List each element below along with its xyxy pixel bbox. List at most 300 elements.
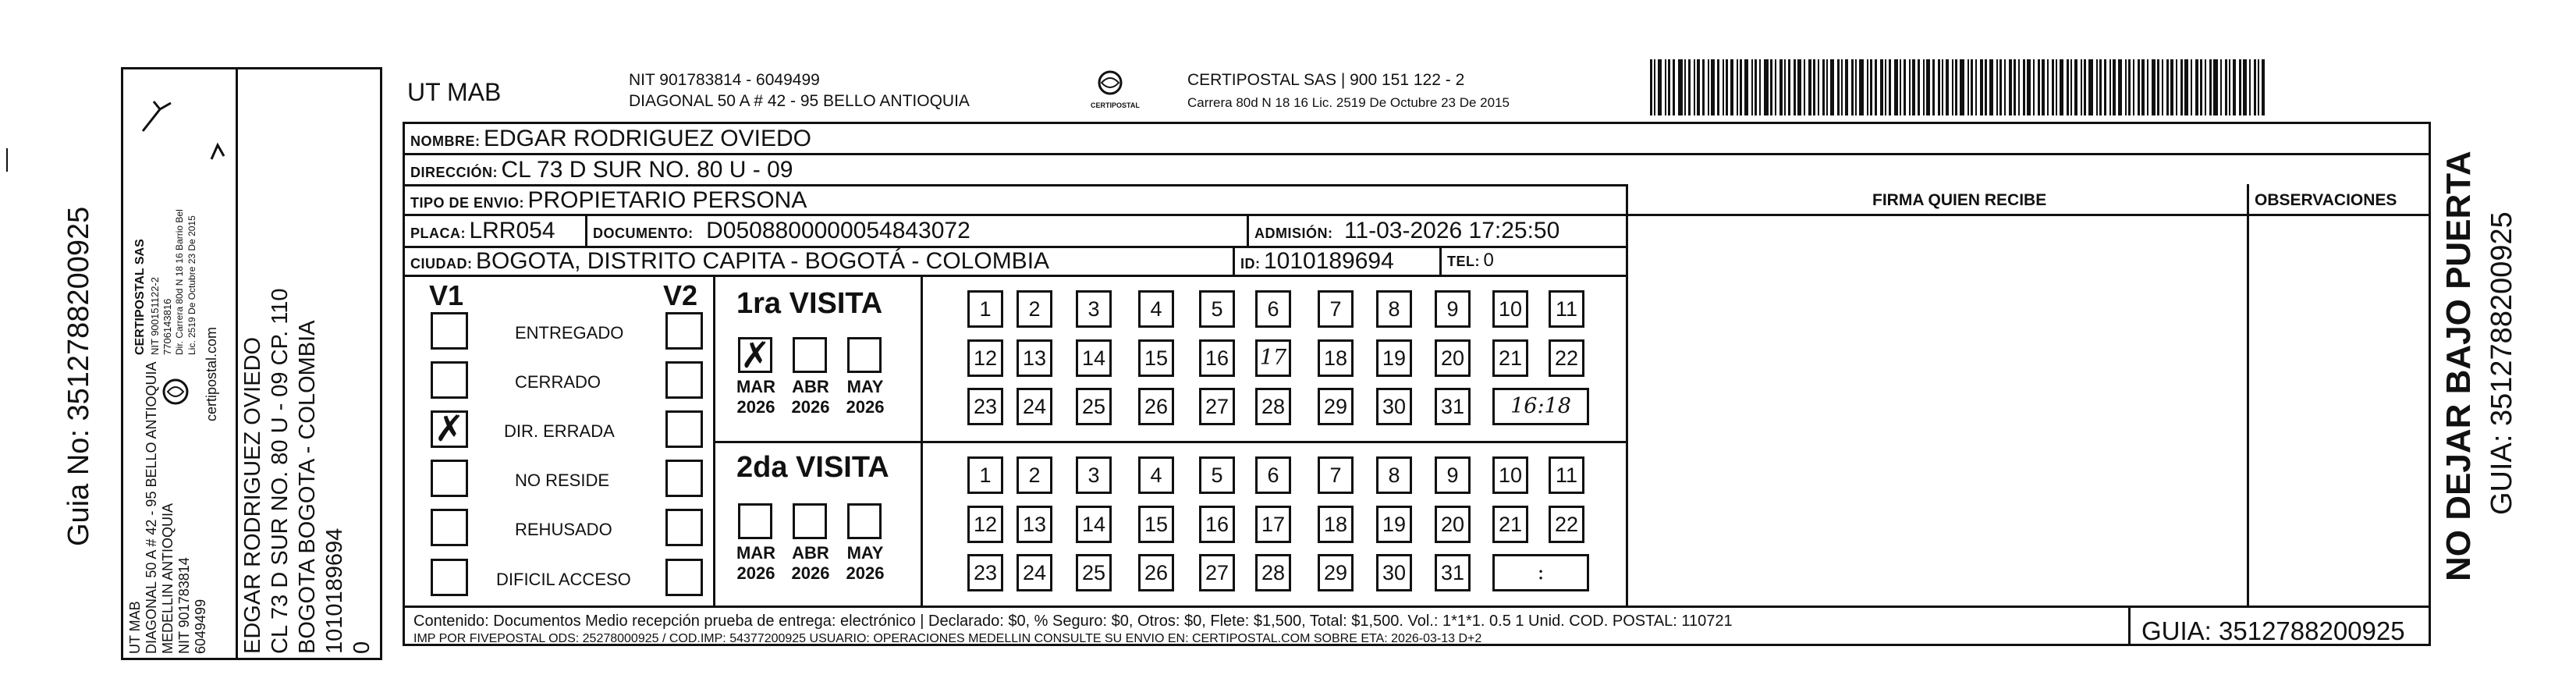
stub-recipient-line-5: 0: [349, 641, 374, 654]
visit2-month-label: MAY 2026: [846, 543, 885, 583]
barcode-bar: [2125, 59, 2127, 115]
visit2-day-cell[interactable]: 25: [1076, 554, 1112, 591]
visit1-day-cell[interactable]: 19: [1376, 339, 1412, 377]
visit2-day-cell[interactable]: 26: [1138, 554, 1174, 591]
barcode-bar: [1967, 59, 1969, 115]
barcode-bar: [2133, 59, 2134, 115]
v2-checkbox[interactable]: [665, 460, 703, 497]
v1-checkbox[interactable]: [431, 509, 468, 546]
stub-divider: [236, 67, 238, 660]
visit1-day-cell[interactable]: 27: [1199, 388, 1235, 425]
barcode-bar: [2014, 59, 2016, 115]
visit2-month-checkbox[interactable]: [847, 503, 882, 539]
visit1-day-cell[interactable]: 22: [1549, 339, 1584, 377]
visit1-day-cell[interactable]: 23: [967, 388, 1003, 425]
guia-number-vertical: Guia No: 3512788200925: [62, 206, 95, 546]
visit1-day-cell[interactable]: 18: [1318, 339, 1354, 377]
barcode-bar: [1684, 59, 1686, 115]
visit1-day-cell[interactable]: 2: [1017, 290, 1052, 328]
barcode-bar: [1932, 59, 1935, 115]
visit2-day-cell[interactable]: 20: [1435, 506, 1471, 543]
placa-value: LRR054: [469, 218, 555, 243]
barcode-bar: [1668, 59, 1670, 115]
barcode-bar: [2176, 59, 2177, 115]
visit2-day-cell[interactable]: 18: [1318, 506, 1354, 543]
visit2-day-cell[interactable]: 1: [967, 456, 1003, 494]
barcode-bar: [1926, 59, 1930, 115]
barcode-bar: [2184, 59, 2188, 115]
visit2-day-cell[interactable]: 6: [1255, 456, 1291, 494]
barcode-bar: [1764, 59, 1769, 115]
nombre-row: [410, 127, 811, 151]
row-line: [403, 184, 1627, 186]
visit2-day-cell[interactable]: 2: [1017, 456, 1052, 494]
barcode-bar: [1779, 59, 1783, 115]
row-line: [403, 153, 2431, 155]
barcode-bar: [1702, 59, 1705, 115]
visit2-day-cell[interactable]: 28: [1255, 554, 1291, 591]
row-line: [403, 275, 1627, 277]
barcode-bar: [1851, 59, 1854, 115]
barcode-bar: [1880, 59, 1883, 115]
visit2-day-cell[interactable]: 7: [1318, 456, 1354, 494]
documento-field: [593, 219, 970, 243]
visit2-day-cell[interactable]: 10: [1492, 456, 1528, 494]
visit1-day-cell[interactable]: 4: [1138, 290, 1174, 328]
stub-certipostal-line-3: 7706143816: [161, 298, 173, 355]
firma-header: FIRMA QUIEN RECIBE: [1872, 191, 2047, 209]
visit2-day-cell[interactable]: 5: [1199, 456, 1235, 494]
barcode-bar: [2180, 59, 2183, 115]
nombre-value: EDGAR RODRIGUEZ OVIEDO: [483, 126, 811, 151]
visit2-day-cell[interactable]: 22: [1549, 506, 1584, 543]
barcode-bar: [1658, 59, 1662, 115]
visit2-day-cell[interactable]: 21: [1492, 506, 1528, 543]
barcode-bar: [1826, 59, 1828, 115]
barcode-bar: [1770, 59, 1772, 115]
barcode-bar: [1855, 59, 1857, 115]
barcode-bar: [2138, 59, 2140, 115]
barcode-bar: [1822, 59, 1825, 115]
v1-checkbox[interactable]: [431, 312, 468, 350]
status-label: REHUSADO: [515, 520, 612, 539]
barcode-bar: [2109, 59, 2111, 115]
barcode-bar: [2141, 59, 2145, 115]
barcode-bar: [1912, 59, 1915, 115]
barcode-bar: [2147, 59, 2148, 115]
col-line: [1439, 246, 1442, 275]
barcode-bar: [1650, 59, 1652, 115]
visit1-day-cell[interactable]: 10: [1492, 290, 1528, 328]
barcode-bar: [1744, 59, 1748, 115]
col-line: [1247, 214, 1249, 246]
barcode-bar: [1711, 59, 1715, 115]
barcode-bar: [2081, 59, 2082, 115]
barcode-bar: [2067, 59, 2069, 115]
admision-value: 11-03-2026 17:25:50: [1343, 218, 1560, 243]
visit2-day-cell[interactable]: 27: [1199, 554, 1235, 591]
col-line: [585, 214, 587, 246]
barcode-bar: [1678, 59, 1683, 115]
barcode-bar: [1751, 59, 1753, 115]
direccion-row: [410, 158, 793, 182]
barcode-bar: [1859, 59, 1864, 115]
footer-imp: IMP POR FIVEPOSTAL ODS: 25278000925 / COD.IMP: 54377200925 USUARIO: OPERACIONES MEDELLIN CONSULTE SU ENVIO EN: CERTIPOSTAL.COM SOBRE ETA: 2026-03-13 D+2: [413, 632, 1482, 645]
visit1-day-cell[interactable]: 20: [1435, 339, 1471, 377]
visit1-day-cell[interactable]: 3: [1076, 290, 1112, 328]
stub-certipostal-line-2: NIT 900151122-2: [149, 277, 161, 355]
id-value: 1010189694: [1263, 248, 1394, 274]
v2-checkbox[interactable]: [665, 361, 703, 399]
barcode-bar: [2113, 59, 2116, 115]
barcode-bar: [1694, 59, 1695, 115]
certipostal-logo-icon: [1091, 69, 1130, 100]
visit2-day-cell[interactable]: 16: [1199, 506, 1235, 543]
visit1-day-cell[interactable]: 14: [1076, 339, 1112, 377]
stub-sender-line-5: 6049499: [193, 598, 208, 654]
barcode-bar: [1697, 59, 1700, 115]
status-divider: [713, 275, 715, 606]
visit1-day-cell[interactable]: 24: [1017, 388, 1052, 425]
barcode-bar: [1784, 59, 1786, 115]
barcode-bar: [1845, 59, 1848, 115]
barcode-bar: [2229, 59, 2230, 115]
barcode-bar: [2262, 59, 2265, 115]
barcode-bar: [2239, 59, 2241, 115]
visit2-time-field[interactable]: :: [1492, 554, 1589, 591]
visit2-day-cell[interactable]: 3: [1076, 456, 1112, 494]
visit1-title: 1ra VISITA: [736, 287, 883, 320]
v1-checkbox[interactable]: [431, 361, 468, 399]
visit2-month-checkbox[interactable]: [793, 503, 827, 539]
visit2-day-cell[interactable]: 14: [1076, 506, 1112, 543]
barcode: [1650, 59, 2282, 115]
documento-value: D0508800000054843072: [706, 218, 970, 243]
visit1-day-cell[interactable]: 11: [1549, 290, 1584, 328]
barcode-bar: [2205, 59, 2206, 115]
v1-checkbox[interactable]: ✗: [431, 410, 468, 448]
stub-recipient-line-2: CL 73 D SUR NO. 80 U - 09 CP. 110: [268, 288, 293, 654]
visit1-day-cell[interactable]: 9: [1435, 290, 1471, 328]
visit1-month-checkbox[interactable]: ✗: [738, 337, 772, 373]
barcode-bar: [1875, 59, 1877, 115]
barcode-bar: [2195, 59, 2198, 115]
barcode-bar: [2084, 59, 2086, 115]
barcode-bar: [2056, 59, 2057, 115]
visit2-month-label: MAR 2026: [736, 543, 776, 583]
visit1-day-cell[interactable]: 25: [1076, 388, 1112, 425]
visit1-day-cell[interactable]: 6: [1255, 290, 1291, 328]
barcode-bar: [2162, 59, 2163, 115]
barcode-bar: [2166, 59, 2169, 115]
certipostal-logo-icon: [160, 376, 191, 407]
ciudad-value: BOGOTA, DISTRITO CAPITA - BOGOTÁ - COLOMBIA: [475, 248, 1050, 274]
tel-value: 0: [1483, 250, 1494, 271]
margin-mark: [6, 148, 8, 172]
signature-mark-icon: [207, 140, 230, 164]
visit1-day-cell[interactable]: 13: [1017, 339, 1052, 377]
company-name: CERTIPOSTAL SAS | 900 151 122 - 2: [1187, 71, 1465, 89]
barcode-bar: [2233, 59, 2236, 115]
v2-header: V2: [663, 279, 698, 311]
status-label: ENTREGADO: [515, 323, 624, 343]
tipo-envio-label: TIPO DE ENVIO:: [410, 195, 525, 211]
stub-certipostal-line-4: Dir. Carrera 80d N 18 16 Barrio Bel: [174, 209, 185, 355]
admision-field: [1254, 219, 1559, 243]
row-line: [403, 606, 2431, 608]
barcode-bar: [1980, 59, 1983, 115]
sender-name: UT MAB: [407, 78, 502, 106]
stub-sender-line-1: UT MAB: [127, 601, 143, 654]
logo-text: CERTIPOSTAL: [1091, 101, 1140, 109]
barcode-bar: [1673, 59, 1675, 115]
barcode-bar: [1730, 59, 1733, 115]
visit2-day-cell[interactable]: 29: [1318, 554, 1354, 591]
visit1-month-checkbox[interactable]: [793, 337, 827, 373]
v1-checkbox[interactable]: [431, 460, 468, 497]
visit1-month-label: ABR 2026: [791, 377, 830, 417]
barcode-bar: [1755, 59, 1757, 115]
signature-scribble-icon: [137, 94, 183, 140]
barcode-bar: [1804, 59, 1805, 115]
visit2-day-cell[interactable]: 9: [1435, 456, 1471, 494]
barcode-bar: [1797, 59, 1801, 115]
visit1-day-cell[interactable]: 30: [1376, 388, 1412, 425]
status-label: NO RESIDE: [515, 471, 610, 490]
visit2-day-cell[interactable]: 12: [967, 506, 1003, 543]
visit1-day-cell[interactable]: 28: [1255, 388, 1291, 425]
barcode-bar: [1996, 59, 1998, 115]
stub-recipient-line-1: EDGAR RODRIGUEZ OVIEDO: [240, 336, 265, 654]
barcode-bar: [2191, 59, 2192, 115]
placa-label: PLACA:: [410, 226, 466, 241]
v2-checkbox[interactable]: [665, 410, 703, 448]
barcode-bar: [2225, 59, 2227, 115]
barcode-bar: [2170, 59, 2173, 115]
barcode-bar: [1989, 59, 1993, 115]
visit1-day-cell[interactable]: 7: [1318, 290, 1354, 328]
sender-address: DIAGONAL 50 A # 42 - 95 BELLO ANTIOQUIA: [629, 92, 970, 110]
barcode-bar: [2099, 59, 2102, 115]
tel-label: TEL:: [1447, 254, 1480, 269]
barcode-bar: [2038, 59, 2040, 115]
visit1-day-cell[interactable]: 17: [1255, 339, 1291, 377]
visit2-day-cell[interactable]: 24: [1017, 554, 1052, 591]
stub-sender-line-3: MEDELLIN ANTIOQUIA: [160, 503, 176, 654]
barcode-bar: [2118, 59, 2122, 115]
visit1-day-cell[interactable]: 1: [967, 290, 1003, 328]
stub-sender-line-2: DIAGONAL 50 A # 42 - 95 BELLO ANTIOQUIA: [144, 361, 159, 654]
barcode-bar: [2249, 59, 2251, 115]
barcode-bar: [1841, 59, 1843, 115]
barcode-bar: [1808, 59, 1811, 115]
barcode-bar: [1904, 59, 1906, 115]
v1-checkbox[interactable]: [431, 559, 468, 596]
visit1-day-cell[interactable]: 21: [1492, 339, 1528, 377]
observaciones-header: OBSERVACIONES: [2255, 191, 2397, 209]
visit2-day-cell[interactable]: 4: [1138, 456, 1174, 494]
barcode-bar: [1918, 59, 1920, 115]
visit2-day-cell[interactable]: 30: [1376, 554, 1412, 591]
barcode-bar: [1867, 59, 1868, 115]
visit1-day-cell[interactable]: 26: [1138, 388, 1174, 425]
barcode-bar: [2042, 59, 2045, 115]
barcode-bar: [1788, 59, 1790, 115]
visit2-day-cell[interactable]: 19: [1376, 506, 1412, 543]
barcode-bar: [1717, 59, 1719, 115]
status-label: CERRADO: [515, 372, 601, 392]
barcode-bar: [2096, 59, 2098, 115]
visit1-day-cell[interactable]: 31: [1435, 388, 1471, 425]
col-line: [1626, 184, 1628, 606]
barcode-bar: [2213, 59, 2218, 115]
barcode-bar: [2047, 59, 2049, 115]
barcode-bar: [1955, 59, 1957, 115]
visit1-day-cell[interactable]: 8: [1376, 290, 1412, 328]
visit1-month-checkbox[interactable]: [847, 337, 882, 373]
visit2-month-checkbox[interactable]: [738, 503, 772, 539]
barcode-bar: [1889, 59, 1891, 115]
direccion-value: CL 73 D SUR NO. 80 U - 09: [501, 157, 793, 183]
visit1-month-label: MAR 2026: [736, 377, 776, 417]
barcode-bar: [1999, 59, 2002, 115]
ciudad-label: CIUDAD:: [410, 256, 473, 272]
visit1-day-cell[interactable]: 16: [1199, 339, 1235, 377]
barcode-bar: [1938, 59, 1940, 115]
barcode-bar: [2258, 59, 2259, 115]
barcode-bar: [2052, 59, 2054, 115]
col-line: [2247, 184, 2249, 606]
barcode-bar: [2220, 59, 2222, 115]
visit2-day-cell[interactable]: 17: [1255, 506, 1291, 543]
visit2-day-cell[interactable]: 23: [967, 554, 1003, 591]
visit2-day-cell[interactable]: 31: [1435, 554, 1471, 591]
barcode-bar: [1688, 59, 1691, 115]
tipo-envio-row: [410, 189, 807, 212]
barcode-bar: [1870, 59, 1872, 115]
v1-header: V1: [429, 279, 464, 311]
barcode-bar: [1759, 59, 1761, 115]
barcode-bar: [2209, 59, 2212, 115]
placa-field: [410, 219, 555, 243]
col-line: [1233, 246, 1235, 275]
barcode-bar: [2018, 59, 2020, 115]
barcode-bar: [2060, 59, 2063, 115]
nombre-label: NOMBRE:: [410, 133, 481, 149]
barcode-bar: [2128, 59, 2131, 115]
stub-recipient-line-4: 1010189694: [322, 527, 347, 654]
barcode-bar: [1946, 59, 1949, 115]
barcode-bar: [1813, 59, 1815, 115]
barcode-bar: [2157, 59, 2159, 115]
stub-recipient-line-3: BOGOTA BOGOTA - COLOMBIA: [295, 320, 320, 654]
visit1-day-cell[interactable]: 15: [1138, 339, 1174, 377]
stub-certipostal-line-5: Lic. 2519 De Octubre 23 De 2015: [186, 215, 197, 355]
barcode-bar: [2027, 59, 2031, 115]
barcode-bar: [1885, 59, 1886, 115]
documento-label: DOCUMENTO:: [593, 226, 694, 241]
visit2-day-cell[interactable]: 13: [1017, 506, 1052, 543]
visit2-day-cell[interactable]: 8: [1376, 456, 1412, 494]
id-field: [1240, 250, 1394, 273]
footer-content: Contenido: Documentos Medio recepción prueba de entrega: electrónico | Declarado: $0, % Seguro: $0, Otros: $0, Flete: $1,500, Total: $1,500. Vol.: 1*1*1. 0.5 1 Unid. COD. POSTAL: 110721: [413, 613, 1733, 630]
v2-checkbox[interactable]: [665, 559, 703, 596]
company-address: Carrera 80d N 18 16 Lic. 2519 De Octubre 23 De 2015: [1187, 95, 1510, 110]
col-line: [2128, 606, 2131, 646]
barcode-bar: [1737, 59, 1738, 115]
guia-vertical-right: GUIA: 3512788200925: [2486, 211, 2518, 515]
barcode-bar: [2104, 59, 2106, 115]
barcode-bar: [2243, 59, 2247, 115]
barcode-bar: [2074, 59, 2077, 115]
barcode-bar: [1952, 59, 1953, 115]
barcode-bar: [2004, 59, 2006, 115]
visit1-day-cell[interactable]: 29: [1318, 388, 1354, 425]
direccion-label: DIRECCIÓN:: [410, 165, 498, 180]
barcode-bar: [2009, 59, 2012, 115]
barcode-bar: [2070, 59, 2072, 115]
stub-certipostal-line-1: CERTIPOSTAL SAS: [133, 239, 147, 355]
visit1-time-field[interactable]: 16:18: [1492, 388, 1589, 425]
visit1-month-label: MAY 2026: [846, 377, 885, 417]
barcode-bar: [1971, 59, 1973, 115]
barcode-bar: [1708, 59, 1709, 115]
id-label: ID:: [1240, 256, 1261, 272]
visit1-day-cell[interactable]: 12: [967, 339, 1003, 377]
visit2-title: 2da VISITA: [736, 451, 889, 484]
v2-checkbox[interactable]: [665, 509, 703, 546]
barcode-bar: [1894, 59, 1898, 115]
v2-checkbox[interactable]: [665, 312, 703, 350]
barcode-bar: [2033, 59, 2035, 115]
status-label: DIFICIL ACCESO: [496, 570, 631, 589]
visit-month-divider: [921, 275, 923, 606]
barcode-bar: [1818, 59, 1819, 115]
barcode-bar: [1960, 59, 1964, 115]
visit2-day-cell[interactable]: 15: [1138, 506, 1174, 543]
visit1-day-cell[interactable]: 5: [1199, 290, 1235, 328]
barcode-bar: [1740, 59, 1742, 115]
barcode-bar: [1837, 59, 1840, 115]
visit2-month-label: ABR 2026: [791, 543, 830, 583]
admision-label: ADMISIÓN:: [1254, 226, 1333, 241]
barcode-bar: [2088, 59, 2093, 115]
barcode-bar: [1775, 59, 1776, 115]
barcode-bar: [1942, 59, 1943, 115]
row-line: [403, 214, 2431, 216]
stub-sender-line-4: NIT 901783814: [176, 557, 192, 654]
no-dejar-bajo-puerta: NO DEJAR BAJO PUERTA: [2439, 151, 2478, 581]
barcode-bar: [2152, 59, 2156, 115]
visit2-day-cell[interactable]: 11: [1549, 456, 1584, 494]
barcode-bar: [1923, 59, 1925, 115]
tel-field: [1447, 251, 1494, 270]
barcode-bar: [2200, 59, 2202, 115]
barcode-bar: [1654, 59, 1655, 115]
barcode-bar: [1794, 59, 1796, 115]
footer-guia: GUIA: 3512788200925: [2141, 616, 2405, 645]
barcode-bar: [1900, 59, 1901, 115]
barcode-bar: [1726, 59, 1728, 115]
sender-nit: NIT 901783814 - 6049499: [629, 71, 820, 89]
barcode-bar: [1909, 59, 1911, 115]
barcode-bar: [1985, 59, 1987, 115]
barcode-bar: [2023, 59, 2025, 115]
tipo-envio-value: PROPIETARIO PERSONA: [527, 187, 807, 213]
barcode-bar: [1723, 59, 1724, 115]
ciudad-field: [410, 250, 1049, 273]
barcode-bar: [1975, 59, 1977, 115]
